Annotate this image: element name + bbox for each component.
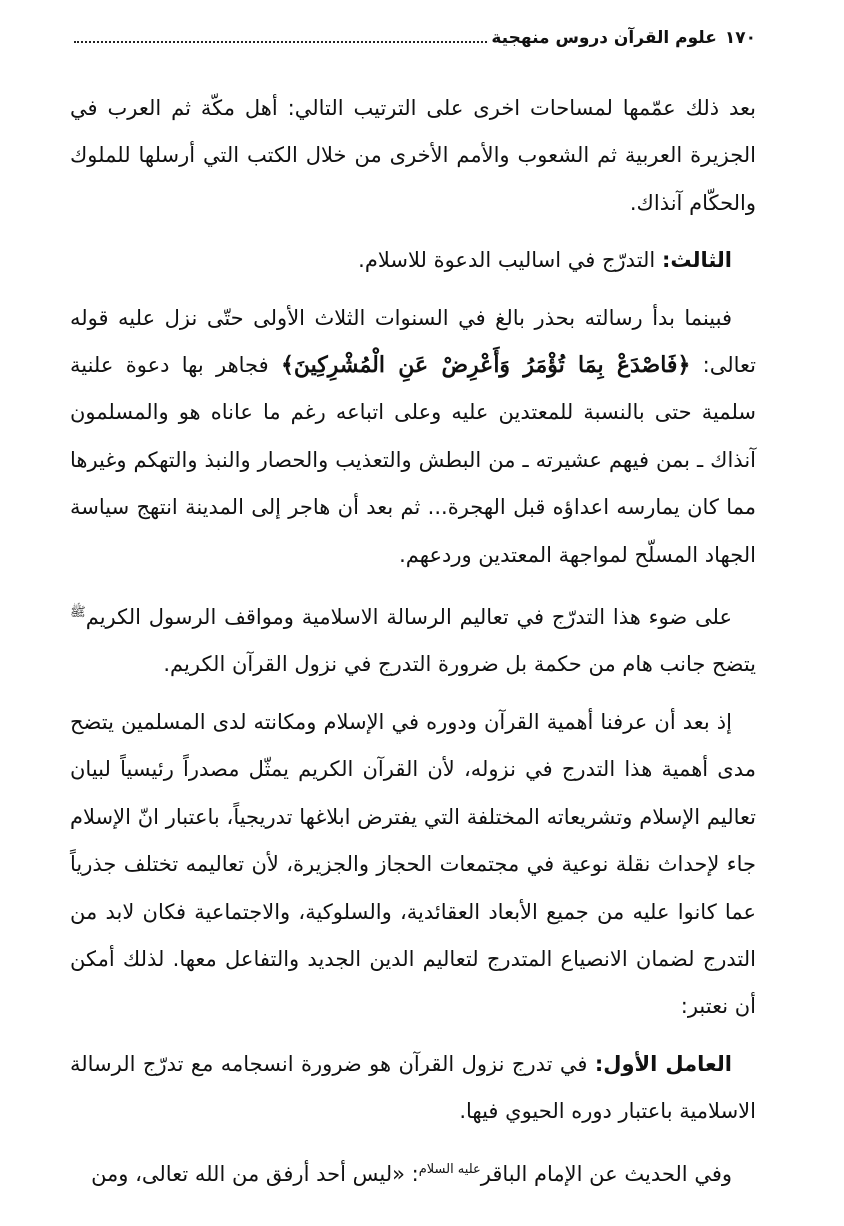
paragraph-text: على ضوء هذا التدرّج في تعاليم الرسالة الاسلامية ومواقف الرسول الكريم	[85, 605, 732, 630]
paragraph-text: إذ بعد أن عرفنا أهمية القرآن ودوره في الإسلام ومكانته لدى المسلمين يتضح مدى أهمية هذا التدرج في نزوله، لأن القرآن الكريم يمثّل مصدراً رئيسياً لبيان تعاليم الإسلام وتشريعاته المختلفة التي يفترض ابلاغها تدريجياً، باعتبار انّ الإسلام جاء لإحداث نقلة نوعية في مجتمعات الحجاز والجزيرة، لأن تعاليمه تختلف جذرياً عما كانوا عليه من جميع الأبعاد العقائدية، والسلوكية، والاجتماعية فكان لابد من التدرج لضمان الانصياع المتدرج لتعاليم الدين الجديد والتفاعل معها. لذلك أمكن أن نعتبر:	[70, 709, 756, 1019]
paragraph-6	[70, 1041, 756, 1136]
paragraph-7	[70, 1146, 756, 1198]
paragraph-text: فبينما بدأ رسالته بحذر بالغ في السنوات الثلاث الأولى حتّى نزل عليه قوله تعالى:	[70, 305, 756, 378]
paragraph-2	[70, 237, 756, 284]
book-title: علوم القرآن دروس منهجية	[491, 28, 717, 48]
paragraph-4	[70, 589, 756, 689]
paragraph-3	[70, 295, 756, 579]
running-header	[70, 28, 756, 65]
paragraph-text: وفي الحديث عن الإمام الباقر	[480, 1161, 732, 1186]
dotted-leader	[74, 40, 487, 43]
quran-verse: ﴿فَاصْدَعْ بِمَا تُؤْمَرُ وَأَعْرِضْ عَنِ الْمُشْرِكِينَ﴾	[280, 352, 691, 379]
body-text	[70, 85, 756, 1198]
paragraph-lead: الثالث:	[661, 248, 732, 273]
document-page	[70, 28, 756, 1208]
honorific-symbol: عليه السلام	[418, 1161, 481, 1177]
paragraph-lead: العامل الأول:	[594, 1051, 732, 1076]
paragraph-text: : «ليس أحد أرفق من الله تعالى، ومن	[91, 1161, 419, 1186]
paragraph-1	[70, 85, 756, 227]
page-number: ١٧٠	[724, 28, 756, 48]
paragraph-text: في تدرج نزول القرآن هو ضرورة انسجامه مع تدرّج الرسالة الاسلامية باعتبار دوره الحيوي فيها.	[70, 1051, 756, 1124]
paragraph-text: فجاهر بها دعوة علنية سلمية حتى بالنسبة للمعتدين عليه وعلى اتباعه رغم ما عاناه هو والمسلمون آنذاك ـ بمن فيهم عشيرته ـ من البطش والتعذيب والحصار والنبذ والتهكم وغيرها مما كان يمارسه اعداؤه قبل الهجرة... ثم بعد أن هاجر إلى المدينة انتهج سياسة الجهاد المسلّح لمواجهة المعتدين وردعهم.	[70, 353, 756, 567]
honorific-symbol: ﷺ	[70, 605, 86, 621]
paragraph-text: بعد ذلك عمّمها لمساحات اخرى على الترتيب التالي: أهل مكّة ثم العرب في الجزيرة العربية ثم الشعوب والأمم الأخرى من خلال الكتب التي أرسلها للملوك والحكّام آنذاك.	[70, 96, 756, 215]
paragraph-text: التدرّج في اساليب الدعوة للاسلام.	[358, 248, 662, 273]
paragraph-5	[70, 699, 756, 1031]
paragraph-text: يتضح جانب هام من حكمة بل ضرورة التدرج في نزول القرآن الكريم.	[163, 652, 756, 677]
